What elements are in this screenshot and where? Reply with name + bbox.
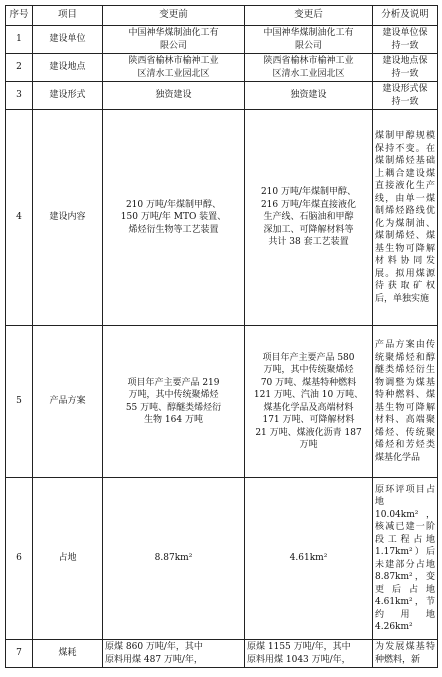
row-before: 8.87km² [103, 478, 245, 640]
row-before: 项目年产主要产品 219 万吨，其中传统聚烯烃 55 万吨、醇醚类烯烃衍 生物 164 万吨 [103, 326, 245, 478]
row-after: 210 万吨/年煤制甲醇、 216 万吨/年煤直接液化 生产线、石脑油和甲醇 深加工、可降解材料等 共计 38 套工艺装置 [245, 110, 373, 326]
row-no: 2 [6, 54, 33, 82]
header-note: 分析及说明 [373, 6, 438, 26]
row-item: 建设地点 [33, 54, 103, 82]
row-no: 3 [6, 82, 33, 110]
table-row [6, 326, 438, 478]
header-before: 变更前 [103, 6, 245, 26]
row-before: 210 万吨/年煤制甲醇、 150 万吨/年 MTO 装置、 烯烃衍生物等工艺装置 [103, 110, 245, 326]
row-after: 中国神华煤制油化工有 限公司 [245, 26, 373, 54]
row-no: 4 [6, 110, 33, 326]
row-note: 建设形式保 持一致 [373, 82, 438, 110]
table-header-row [6, 6, 438, 26]
row-after: 原煤 1155 万吨/年，其中 原料用煤 1043 万吨/年， [245, 640, 373, 668]
table-row [6, 640, 438, 668]
row-item: 煤耗 [33, 640, 103, 668]
table-row [6, 478, 438, 640]
row-item: 占地 [33, 478, 103, 640]
header-no: 序号 [6, 6, 33, 26]
row-before: 原煤 860 万吨/年，其中 原料用煤 487 万吨/年， [103, 640, 245, 668]
row-note: 为发展煤基特种燃料，新 [373, 640, 438, 668]
row-after: 陕西省榆林市榆神工业 区清水工业园北区 [245, 54, 373, 82]
row-no: 6 [6, 478, 33, 640]
change-comparison-table [5, 5, 438, 668]
header-item: 项目 [33, 6, 103, 26]
row-note: 产品方案由传统聚烯烃和醇醚类烯烃衍生物调整为煤基特种燃料、煤基生物可降解材料、高端聚烯烃、传统聚烯烃和芳烃类煤基化学品 [373, 326, 438, 478]
table-row [6, 82, 438, 110]
table-row [6, 54, 438, 82]
row-after: 独资建设 [245, 82, 373, 110]
row-before: 独资建设 [103, 82, 245, 110]
table-row [6, 26, 438, 54]
row-no: 1 [6, 26, 33, 54]
row-item: 建设形式 [33, 82, 103, 110]
row-item: 建设内容 [33, 110, 103, 326]
row-no: 7 [6, 640, 33, 668]
header-after: 变更后 [245, 6, 373, 26]
row-item: 产品方案 [33, 326, 103, 478]
row-before: 中国神华煤制油化工有 限公司 [103, 26, 245, 54]
row-note: 原环评项目占地 10.04km²，核减已建一阶段工程占地 1.17km²）后未建部分占地 8.87km²，变更后占地 4.61km²，节约用地 4.26km² [373, 478, 438, 640]
row-item: 建设单位 [33, 26, 103, 54]
row-after: 项目年产主要产品 580 万吨，其中传统聚烯烃 70 万吨、煤基特种燃料 121 万吨、汽油 10 万吨、 煤基化学品及高端材料 171 万吨、可降解材料 21 万吨、煤液化沥青 187 万吨 [245, 326, 373, 478]
row-note: 煤制甲醇规模保持不变。在煤制烯烃基础上耦合建设煤直接液化生产线，由单一煤制烯烃路线优化为煤制油、煤制烯烃、煤基生物可降解材料协同发展。拟用煤源待获取矿权后，单独实施 [373, 110, 438, 326]
row-no: 5 [6, 326, 33, 478]
row-note: 建设单位保 持一致 [373, 26, 438, 54]
row-after: 4.61km² [245, 478, 373, 640]
row-before: 陕西省榆林市榆神工业 区清水工业园北区 [103, 54, 245, 82]
row-note: 建设地点保 持一致 [373, 54, 438, 82]
table-row [6, 110, 438, 326]
